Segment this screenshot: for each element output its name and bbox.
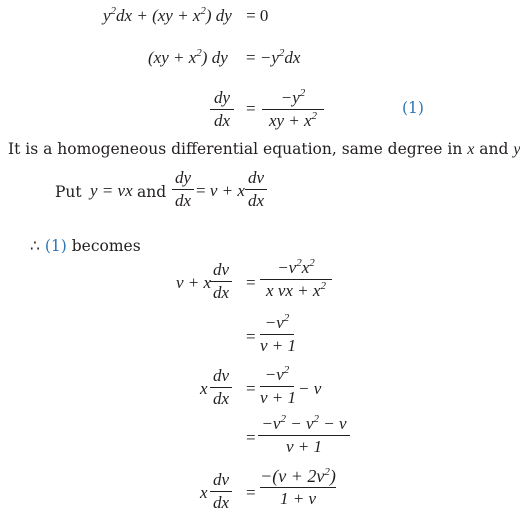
step3-lhs-numerator: dv: [212, 366, 230, 385]
equation-1-lhs: $y^2dx + (xy + x^2)$ dy: [103, 5, 232, 25]
therefore-symbol: ∴: [30, 237, 40, 255]
put-label: Put: [55, 183, 82, 201]
eq3-lhs-numerator: dy: [213, 88, 231, 107]
step4-rhs-denominator: v + 1: [285, 437, 323, 456]
fraction-bar: [260, 487, 336, 488]
step3-rhs-suffix: − v: [298, 379, 322, 398]
step2-rhs-denominator: v + 1: [260, 336, 297, 355]
subst-dx-denominator-2: dx: [247, 191, 265, 210]
equation-2-rhs: = $-y^2dx$: [246, 47, 301, 67]
step1-lhs-numerator: dv: [212, 260, 230, 279]
step3-lhs-denominator: dx: [212, 389, 230, 408]
eq3-lhs-fraction: [210, 88, 234, 131]
step4-equals: =: [246, 428, 256, 447]
substitution-lhs: y = vx: [90, 181, 133, 200]
fraction-bar: [210, 387, 232, 388]
equation-1: [103, 6, 268, 26]
fraction-bar: [172, 189, 194, 190]
equation-1-rhs: = 0: [246, 6, 269, 25]
step3-rhs-denominator: v + 1: [260, 388, 297, 407]
step2-equals: =: [246, 327, 256, 346]
equation-2-lhs: $(xy + x^2)$ dy: [148, 47, 228, 67]
fraction-bar: [210, 109, 234, 110]
step2-rhs-numerator: $-v^2$: [264, 312, 290, 332]
fraction-bar: [210, 491, 232, 492]
step1-lhs-prefix: v + x: [176, 273, 212, 292]
step5-rhs-fraction: [260, 466, 336, 509]
equation-ref-1: (1): [402, 99, 424, 117]
fraction-bar: [210, 281, 232, 282]
equation-ref-1-link: (1): [44, 237, 67, 255]
fraction-bar: [245, 189, 267, 190]
eq3-rhs-fraction: [262, 88, 324, 131]
step4-rhs-fraction: [258, 414, 350, 457]
becomes-label: becomes: [71, 237, 141, 255]
subst-dv-dx-fraction: [245, 168, 267, 211]
step1-rhs-denominator: x vx + $x^2$: [266, 280, 326, 300]
subst-dy-numerator: dy: [174, 168, 192, 187]
eq3-equals: =: [246, 99, 256, 118]
eq3-rhs-denominator: xy + $x^2$: [268, 110, 318, 130]
step5-lhs-numerator: dv: [212, 470, 230, 489]
eq3-lhs-denominator: dx: [213, 111, 231, 130]
substitution-middle: = v + x: [196, 181, 245, 200]
step1-rhs-fraction: [260, 258, 332, 301]
step3-rhs-fraction: [260, 364, 297, 408]
fraction-bar: [260, 386, 294, 387]
therefore-line: [30, 237, 141, 255]
step3-rhs-numerator: $-v^2$: [264, 364, 290, 384]
step3-lhs-fraction: [210, 366, 232, 409]
subst-dx-denominator: dx: [174, 191, 192, 210]
step5-rhs-denominator: 1 + v: [279, 489, 317, 508]
step5-rhs-numerator: $-(v + 2v^2)$: [260, 466, 336, 486]
step5-lhs-fraction: [210, 470, 232, 513]
step1-lhs-fraction: [210, 260, 232, 303]
step3-equals: =: [246, 379, 256, 398]
step2-rhs-fraction: [260, 312, 297, 356]
step3-lhs-prefix: x: [200, 379, 208, 398]
fraction-bar: [258, 435, 350, 436]
and-label: and: [137, 183, 167, 201]
step5-lhs-denominator: dx: [212, 493, 230, 512]
step4-rhs-numerator: $-v^2 - v^2 - v$: [261, 413, 347, 433]
step1-rhs-numerator: $-v^2x^2$: [277, 257, 315, 277]
step5-equals: =: [246, 483, 256, 502]
step5-lhs-prefix: x: [200, 483, 208, 502]
step1-equals: =: [246, 273, 256, 292]
equation-2: [148, 48, 300, 68]
fraction-bar: [260, 334, 294, 335]
subst-dv-numerator: dv: [247, 168, 265, 187]
eq3-rhs-numerator: $-y^2$: [280, 87, 306, 107]
homogeneous-sentence: It is a homogeneous differential equation, same degree in x and y: [8, 140, 520, 158]
step1-lhs-denominator: dx: [212, 283, 230, 302]
subst-dy-dx-fraction: [172, 168, 194, 211]
